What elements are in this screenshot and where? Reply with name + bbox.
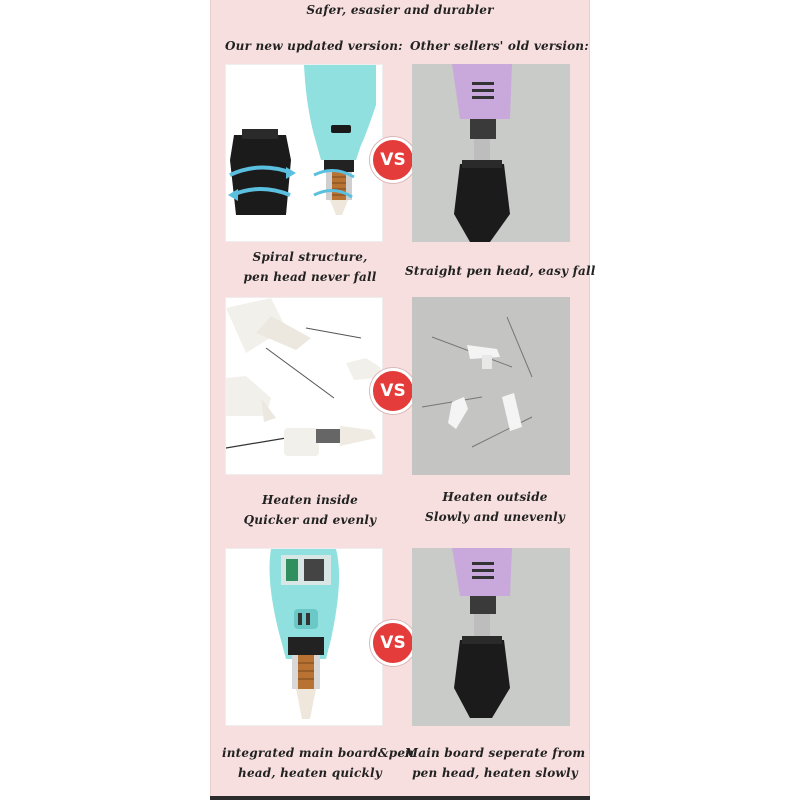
heat-outside-image [412,297,570,475]
row2-left-caption-line2: Quicker and evenly [243,513,377,527]
heat-inside-image [225,297,383,475]
spiral-nozzle-image [225,64,383,242]
row3-right-caption-line2: pen head, heaten slowly [412,766,578,780]
separate-board-image [412,548,570,726]
straight-nozzle-image [412,64,570,242]
vs-badge-2: VS [370,368,416,414]
row3-left-caption-line2: head, heaten quickly [238,766,382,780]
vs-badge-1: VS [370,137,416,183]
row1-left-caption-line2: pen head never fall [243,270,377,284]
vs-badge-3: VS [370,620,416,666]
bottom-divider [210,796,590,800]
left-column-title: Our new updated version: [225,39,403,53]
row2-right-caption-line1: Heaten outside [442,490,548,504]
row3-left-caption-line1: integrated main board&pen [222,746,415,760]
row1-right-caption-line1: Straight pen head, easy fall [405,264,596,278]
header-tagline: Safer, esasier and durabler [306,3,494,17]
row2-right-caption-line2: Slowly and unevenly [424,510,566,524]
row1-left-caption-line1: Spiral structure, [252,250,368,264]
row2-left-caption-line1: Heaten inside [261,493,359,507]
integrated-board-image [225,548,383,726]
row3-right-caption-line1: Main board seperate from [404,746,586,760]
right-column-title: Other sellers' old version: [410,39,589,53]
